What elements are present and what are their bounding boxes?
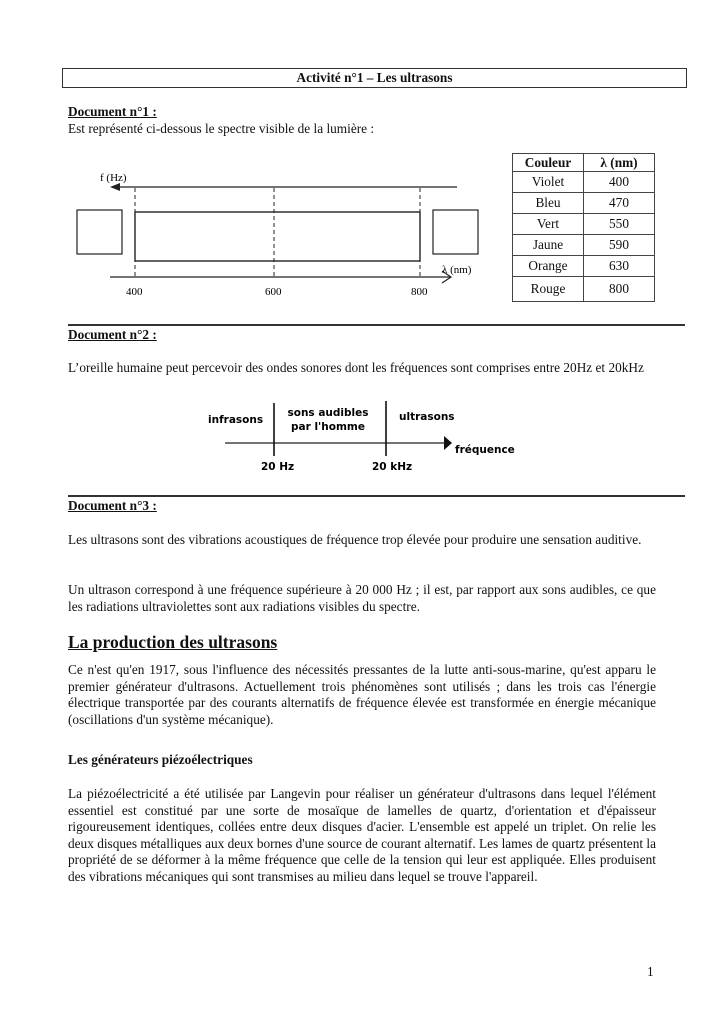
tick-label-800: 800 (411, 286, 428, 298)
color-name: Bleu (513, 193, 584, 214)
zone-infrasons: infrasons (208, 414, 264, 426)
zone-audible-line1: sons audibles (287, 407, 369, 419)
doc3-heading: Document n°3 : (68, 498, 157, 513)
wavelength-value: 470 (584, 193, 655, 214)
frequency-arrow-icon (444, 436, 452, 450)
table-header-wavelength: λ (nm) (584, 154, 655, 172)
activity-title: Activité n°1 – Les ultrasons (62, 68, 687, 88)
tick-label-600: 600 (265, 286, 282, 298)
color-name: Jaune (513, 235, 584, 256)
color-name: Vert (513, 214, 584, 235)
wavelength-value: 400 (584, 172, 655, 193)
section-divider (68, 324, 685, 326)
table-row (513, 256, 655, 277)
doc3-paragraph-2: Un ultrason correspond à une fréquence supérieure à 20 000 Hz ; il est, par rapport aux sons audibles, ce que les radiations ultraviolettes sont aux radiations visibles du spectre. (68, 582, 656, 614)
wavelength-axis-label: λ (nm) (442, 264, 472, 276)
zone-audible-line2: par l'homme (291, 421, 365, 433)
production-paragraph-1: Ce n'est qu'en 1917, sous l'influence des nécessités pressantes de la lutte anti-sous-marine, qu'est apparu le premier générateur d'ultrasons. Actuellement trois phénomènes sont utilisés ; dans les trois cas l'énergie électrique transportée par des courants alternatifs de fréquence élevée est transformée en énergie mécanique (oscillations d'un système mécanique). (68, 662, 656, 727)
wavelength-value: 590 (584, 235, 655, 256)
color-wavelength-table (512, 153, 655, 302)
tick-20khz: 20 kHz (372, 461, 413, 473)
tick-label-400: 400 (126, 286, 143, 298)
frequency-axis-label: f (Hz) (100, 172, 127, 184)
production-paragraph-2: La piézoélectricité a été utilisée par Langevin pour réaliser un générateur d'ultrasons dans lequel l'élément essentiel est constitué par une sorte de mosaïque de lamelles de quartz, d'orientation et d'épaisseur rigoureusement identiques, collées entre deux disques d'acier. L'ensemble est appelé un triplet. On relie les deux disques métalliques aux deux bornes d'une source de courant alternatif. Les lames de quartz présentent la propriété de se déformer à la même fréquence que celle de la tension qui leur est appliquée. Elles produisent des vibrations mécaniques qui sont transmises au milieu dans lequel se trouve l'appareil. (68, 786, 656, 884)
color-name: Orange (513, 256, 584, 277)
visible-spectrum-diagram (60, 160, 500, 305)
page-number: 1 (647, 964, 654, 979)
table-row (513, 235, 655, 256)
doc2-heading: Document n°2 : (68, 327, 157, 342)
doc1-intro: Est représenté ci-dessous le spectre visible de la lumière : (68, 121, 375, 136)
doc3-paragraph-1: Les ultrasons sont des vibrations acoustiques de fréquence trop élevée pour produire une sensation auditive. (68, 532, 642, 547)
wavelength-value: 550 (584, 214, 655, 235)
ultraviolet-box (77, 210, 122, 254)
doc1-heading: Document n°1 : (68, 104, 157, 119)
tick-20hz: 20 Hz (261, 461, 295, 473)
visible-spectrum-box (135, 212, 420, 261)
sound-frequency-diagram (200, 398, 520, 478)
color-name: Violet (513, 172, 584, 193)
piezo-subheading: Les générateurs piézoélectriques (68, 752, 253, 767)
production-heading: La production des ultrasons (68, 632, 278, 652)
table-header-row (513, 154, 655, 172)
table-row (513, 172, 655, 193)
color-name: Rouge (513, 277, 584, 302)
zone-ultrasons: ultrasons (399, 411, 455, 423)
wavelength-value: 630 (584, 256, 655, 277)
frequency-arrow-icon (110, 183, 120, 191)
doc2-text: L’oreille humaine peut percevoir des ondes sonores dont les fréquences sont comprises entre 20Hz et 20kHz (68, 360, 644, 375)
table-row (513, 214, 655, 235)
infrared-box (433, 210, 478, 254)
table-row (513, 193, 655, 214)
section-divider (68, 495, 685, 497)
table-header-color: Couleur (513, 154, 584, 172)
frequency-axis-label: fréquence (455, 444, 515, 456)
wavelength-value: 800 (584, 277, 655, 302)
table-row (513, 277, 655, 302)
